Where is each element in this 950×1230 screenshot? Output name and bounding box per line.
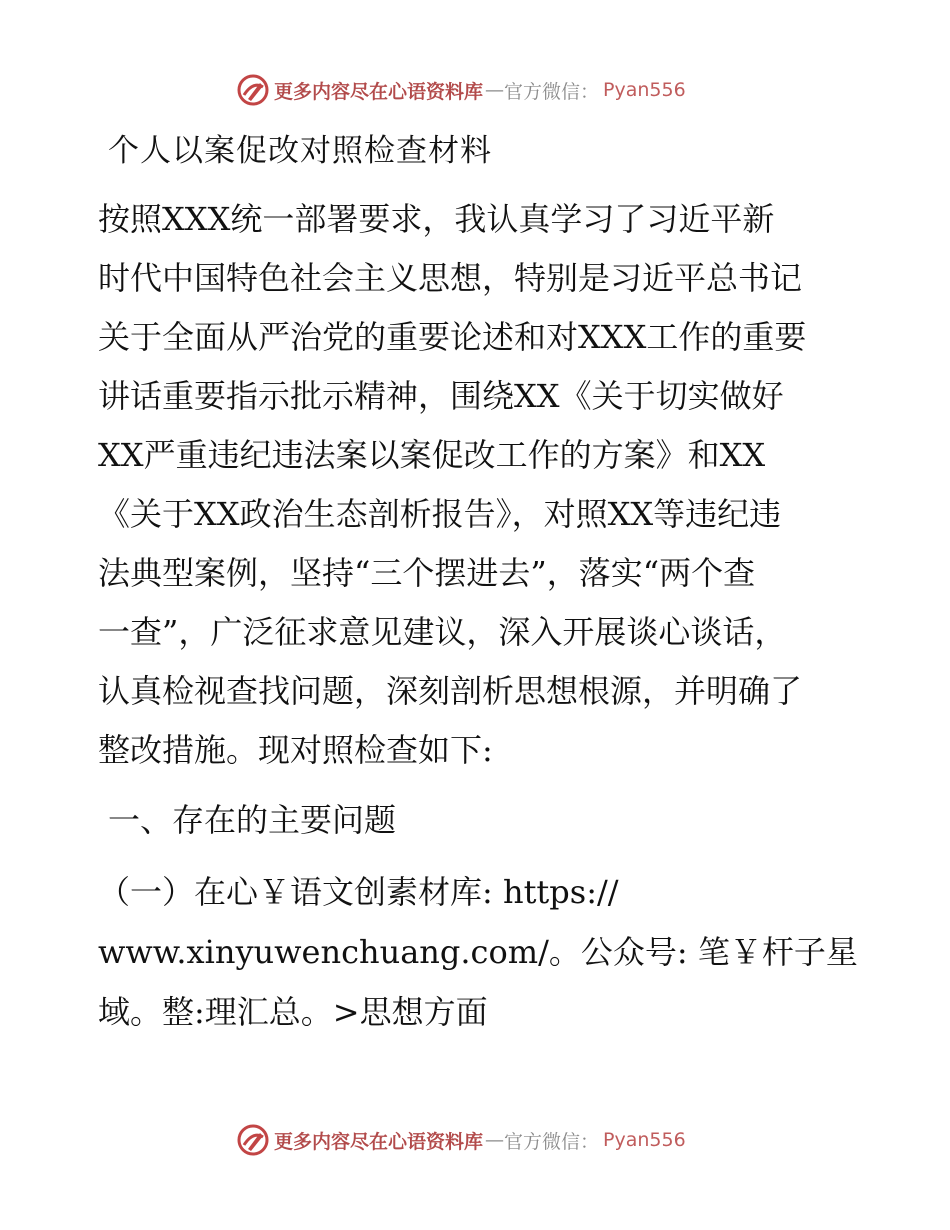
paragraph-line: 讲话重要指示批示精神，围绕XX《关于切实做好	[98, 377, 784, 415]
subsection-line: www.xinyuwenchuang.com/。公众号: 笔￥杆子星	[98, 933, 858, 971]
document-title: 个人以案促改对照检查材料	[108, 133, 492, 169]
intro-paragraph	[98, 190, 858, 780]
watermark-label: 官方微信：	[504, 1130, 600, 1153]
header-watermark	[236, 70, 686, 110]
paragraph-line: XX严重违纪违法案以案促改工作的方案》和XX	[98, 436, 766, 474]
watermark-brand: 更多内容尽在心语资料库	[274, 1130, 484, 1153]
paragraph-line: 按照XXX统一部署要求，我认真学习了习近平新	[98, 200, 775, 238]
watermark-wechat-id: Pyan556	[603, 1129, 686, 1151]
paragraph-line: 一查”，广泛征求意见建议，深入开展谈心谈话，	[98, 613, 787, 651]
paragraph-line: 认真检视查找问题，深刻剖析思想根源，并明确了	[98, 672, 803, 710]
paragraph-line: 关于全面从严治党的重要论述和对XXX工作的重要	[98, 318, 807, 356]
subsection-paragraph	[98, 862, 858, 1042]
paragraph-line: 法典型案例，坚持“三个摆进去”，落实“两个查	[98, 554, 756, 592]
subsection-line: 域。整:理汇总。>思想方面	[98, 993, 488, 1031]
paragraph-line: 《关于XX政治生态剖析报告》，对照XX等违纪违	[98, 495, 782, 533]
paragraph-line: 整改措施。现对照检查如下:	[98, 731, 493, 769]
watermark-dash: —	[485, 79, 503, 101]
watermark-dash: —	[485, 1129, 503, 1151]
section-heading: 一、存在的主要问题	[108, 801, 397, 839]
watermark-brand: 更多内容尽在心语资料库	[274, 80, 484, 103]
subsection-line: （一）在心￥语文创素材库: https://	[98, 873, 619, 911]
brand-logo-icon	[236, 73, 270, 107]
brand-logo-icon	[236, 1123, 270, 1157]
watermark-label: 官方微信：	[504, 80, 600, 103]
footer-watermark	[236, 1120, 686, 1160]
paragraph-line: 时代中国特色社会主义思想，特别是习近平总书记	[98, 259, 803, 297]
watermark-wechat-id: Pyan556	[603, 79, 686, 101]
